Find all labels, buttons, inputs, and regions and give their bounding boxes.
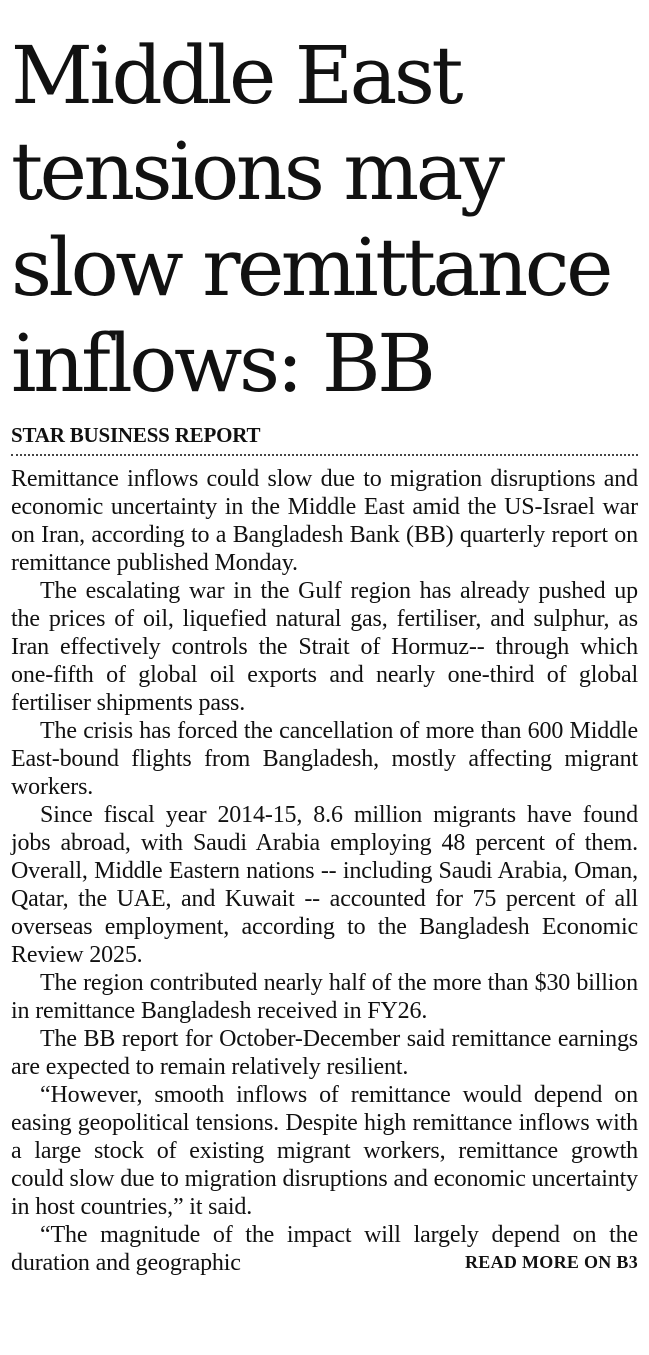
headline-line: tensions may xyxy=(11,125,502,218)
paragraph: The BB report for October-December said remittance earnings are expected to remain relatively resilient. xyxy=(11,1026,638,1080)
headline-line: slow remittance xyxy=(11,221,610,314)
paragraph-text: “The magnitude of the impact will largely depend on the duration and geographic xyxy=(11,1222,638,1276)
paragraph: Remittance inflows could slow due to migration disruptions and economic uncertainty in the Middle East amid the US-Israel war on Iran, according to a Bangladesh Bank (BB) quarterly report on remittance published Monday. xyxy=(11,466,638,576)
read-more-link[interactable]: READ MORE ON B3 xyxy=(464,1252,638,1272)
paragraph: Since fiscal year 2014-15, 8.6 million migrants have found jobs abroad, with Saudi Arabia employing 48 percent of them. Overall, Middle Eastern nations -- including Saudi Arabia, Oman, Qatar, the UAE, and Kuwait -- accounted for 75 percent of all overseas employment, according to the Bangladesh Economic Review 2025. xyxy=(11,802,638,968)
byline: STAR BUSINESS REPORT xyxy=(11,422,638,456)
news-article xyxy=(11,0,638,1277)
headline-line: Middle East xyxy=(11,29,461,122)
headline-line: inflows: BB xyxy=(11,317,433,410)
paragraph: The region contributed nearly half of the more than $30 billion in remittance Bangladesh received in FY26. xyxy=(11,970,638,1024)
article-body xyxy=(11,465,638,1277)
headline xyxy=(11,0,638,412)
paragraph: The crisis has forced the cancellation of more than 600 Middle East-bound flights from Bangladesh, mostly affecting migrant workers. xyxy=(11,718,638,800)
paragraph: “However, smooth inflows of remittance would depend on easing geopolitical tensions. Despite high remittance inflows with a large stock of existing migrant workers, remittance growth could slow due to migration disruptions and economic uncertainty in host countries,” it said. xyxy=(11,1082,638,1220)
paragraph: The escalating war in the Gulf region has already pushed up the prices of oil, liquefied natural gas, fertiliser, and sulphur, as Iran effectively controls the Strait of Hormuz-- through which one-fifth of global oil exports and nearly one-third of global fertiliser shipments pass. xyxy=(11,578,638,716)
paragraph-continued xyxy=(11,1221,638,1277)
